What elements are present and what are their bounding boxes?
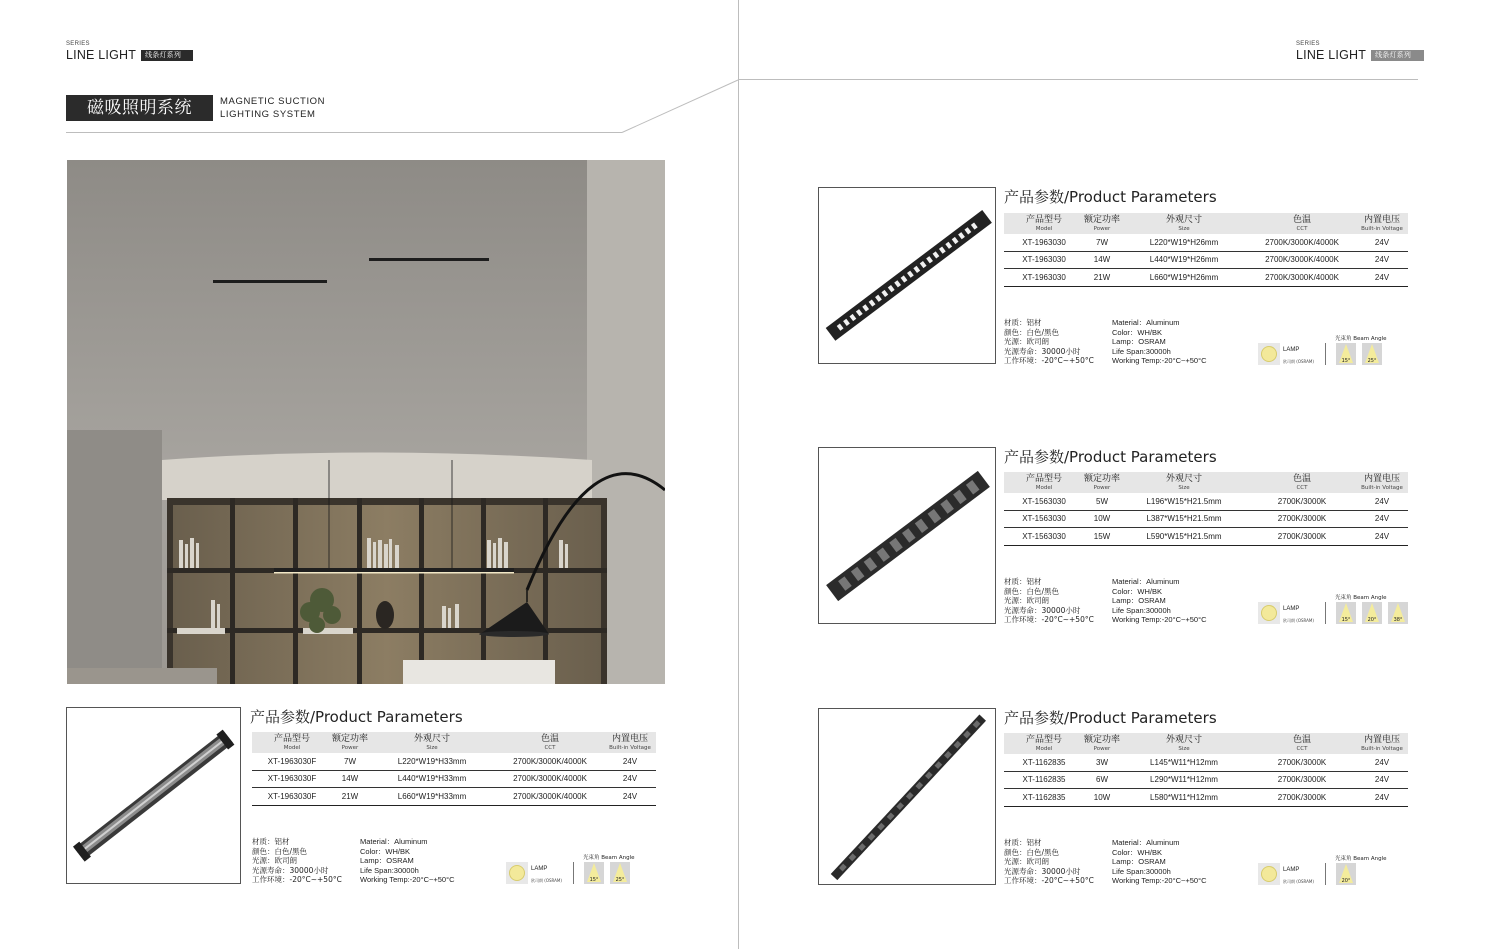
separator <box>1325 343 1326 365</box>
cell-voltage: 24V <box>1374 496 1390 506</box>
spec-color-cn: 颜色：白色/黑色 <box>1004 327 1060 337</box>
header-voltage: 内置电压 Built-in Voltage <box>1361 473 1403 491</box>
spec-color-en: Color：WH/BK <box>1112 586 1163 596</box>
table-row <box>1004 252 1408 270</box>
header-model: 产品型号 Model <box>1025 214 1062 232</box>
cell-voltage: 24V <box>1374 272 1390 282</box>
cell-cct: 2700K/3000K/4000K <box>1265 272 1339 282</box>
lamp-label: LAMP <box>1283 606 1300 612</box>
cell-size: L387*W15*H21.5mm <box>1146 514 1222 524</box>
header-voltage: 内置电压 Built-in Voltage <box>609 733 651 751</box>
cell-power: 21W <box>341 791 359 801</box>
cell-model: XT-1563030 <box>1022 514 1066 524</box>
cell-voltage: 24V <box>1374 792 1390 802</box>
header-cct: 色温 CCT <box>1292 734 1311 752</box>
spec-lamp-cn: 光源：欧司朗 <box>1004 337 1049 347</box>
cell-size: L660*W19*H33mm <box>397 791 467 801</box>
cell-model: XT-1162835 <box>1022 757 1066 767</box>
series-label-right: SERIES <box>1296 41 1320 47</box>
cell-size: L290*W11*H12mm <box>1150 775 1218 785</box>
lamp-label: LAMP <box>1283 347 1300 353</box>
beam-angle-icon: 15° <box>1336 602 1356 624</box>
cell-size: L220*W19*H33mm <box>397 756 467 766</box>
beam-angle-icon: 25° <box>1362 343 1382 365</box>
spec-list-cn <box>1004 838 1094 886</box>
header-size: 外观尺寸 Size <box>1165 473 1202 491</box>
lamp-sublabel: 欧司朗 (OSRAM) <box>531 878 562 883</box>
param-table-2 <box>1004 213 1408 287</box>
cell-model: XT-1162835 <box>1022 792 1066 802</box>
cell-size: L440*W19*H33mm <box>397 774 467 784</box>
cell-cct: 2700K/3000K <box>1277 496 1327 506</box>
cell-model: XT-1963030F <box>267 774 317 784</box>
page-divider <box>738 0 739 949</box>
beam-angle-icon: 25° <box>610 862 630 884</box>
spec-temp-cn: 工作环境：-20°C~+50°C <box>1004 615 1094 625</box>
param-title-4: 产品参数/Product Parameters <box>1004 709 1217 727</box>
product-image-3 <box>818 447 996 624</box>
beam-angle-label: 光束角 Beam Angle <box>583 855 635 861</box>
cell-cct: 2700K/3000K <box>1277 792 1327 802</box>
spec-color-en: Color：WH/BK <box>360 846 411 856</box>
page-title: 磁吸照明系统 <box>66 95 213 121</box>
spec-list-en <box>1112 318 1207 366</box>
cell-power: 3W <box>1096 757 1108 767</box>
spec-list-en <box>360 837 455 885</box>
cell-power: 15W <box>1093 531 1111 541</box>
spec-color-en: Color：WH/BK <box>1112 327 1163 337</box>
spec-lamp-cn: 光源：欧司朗 <box>1004 857 1049 867</box>
cell-model: XT-1563030 <box>1022 531 1066 541</box>
page-subtitle <box>220 95 325 121</box>
cell-size: L440*W19*H26mm <box>1149 255 1219 265</box>
lamp-label: LAMP <box>531 866 548 872</box>
header-power: 额定功率 Power <box>1084 214 1121 232</box>
header-size: 外观尺寸 Size <box>1165 214 1202 232</box>
cell-voltage: 24V <box>1374 775 1390 785</box>
cell-model: XT-1963030 <box>1022 237 1066 247</box>
header-power: 额定功率 Power <box>1084 473 1121 491</box>
cell-voltage: 24V <box>622 756 638 766</box>
spec-material-cn: 材质：铝材 <box>1004 318 1042 327</box>
spec-color-cn: 颜色：白色/黑色 <box>252 846 308 856</box>
cell-model: XT-1162835 <box>1022 775 1066 785</box>
spec-life-cn: 光源寿命：30000小时 <box>1004 346 1081 356</box>
cell-cct: 2700K/3000K/4000K <box>513 756 587 766</box>
cell-power: 6W <box>1096 775 1108 785</box>
spec-list-en <box>1112 838 1207 886</box>
series-name-right <box>1296 48 1424 62</box>
spec-color-en: Color：WH/BK <box>1112 847 1163 857</box>
spec-temp-cn: 工作环境：-20°C~+50°C <box>1004 356 1094 366</box>
series-tag: 线条灯系列 <box>1371 50 1424 61</box>
product-image-1 <box>66 707 241 884</box>
lamp-icon <box>1258 863 1280 885</box>
interior-scene-image <box>67 160 665 684</box>
cell-voltage: 24V <box>1374 237 1390 247</box>
beam-angle-icon: 20° <box>1336 863 1356 885</box>
spec-life-en: Life Span:30000h <box>1112 605 1171 615</box>
table-header <box>1004 213 1408 234</box>
cell-model: XT-1563030 <box>1022 496 1066 506</box>
cell-power: 14W <box>1093 255 1111 265</box>
lamp-icon <box>1258 602 1280 624</box>
cell-voltage: 24V <box>622 774 638 784</box>
spec-life-cn: 光源寿命：30000小时 <box>1004 605 1081 615</box>
beam-angle-icon: 20° <box>1362 602 1382 624</box>
cell-power: 10W <box>1093 792 1111 802</box>
spec-material-en: Material：Aluminum <box>1112 318 1180 327</box>
cell-voltage: 24V <box>1374 255 1390 265</box>
header-size: 外观尺寸 Size <box>1165 734 1202 752</box>
spec-life-cn: 光源寿命：30000小时 <box>1004 866 1081 876</box>
header-size: 外观尺寸 Size <box>413 733 450 751</box>
header-cct: 色温 CCT <box>1292 214 1311 232</box>
param-table-4 <box>1004 733 1408 807</box>
table-header <box>1004 733 1408 754</box>
spec-lamp-en: Lamp：OSRAM <box>1112 857 1166 867</box>
lamp-sublabel: 欧司朗 (OSRAM) <box>1283 879 1314 884</box>
table-row <box>1004 269 1408 287</box>
table-row <box>1004 772 1408 790</box>
cell-size: L660*W19*H26mm <box>1149 272 1219 282</box>
header-model: 产品型号 Model <box>1025 734 1062 752</box>
table-row <box>1004 234 1408 252</box>
table-row <box>252 788 656 806</box>
cell-power: 7W <box>1096 237 1108 247</box>
spec-temp-en: Working Temp:-20°C~+50°C <box>1112 615 1207 625</box>
param-table-1 <box>252 732 656 806</box>
separator <box>1325 602 1326 624</box>
spec-list-cn <box>252 837 342 885</box>
header-voltage: 内置电压 Built-in Voltage <box>1361 214 1403 232</box>
cell-size: L580*W11*H12mm <box>1150 792 1218 802</box>
cell-power: 21W <box>1093 272 1111 282</box>
table-row <box>1004 511 1408 529</box>
table-row <box>1004 528 1408 546</box>
spec-temp-en: Working Temp:-20°C~+50°C <box>1112 356 1207 366</box>
product-image-4 <box>818 708 996 885</box>
cell-power: 10W <box>1093 514 1111 524</box>
cell-cct: 2700K/3000K/4000K <box>513 774 587 784</box>
cell-cct: 2700K/3000K/4000K <box>1265 255 1339 265</box>
spec-life-cn: 光源寿命：30000小时 <box>252 865 329 875</box>
spec-material-en: Material：Aluminum <box>1112 577 1180 586</box>
spec-lamp-cn: 光源：欧司朗 <box>252 856 297 866</box>
cell-model: XT-1963030F <box>267 791 317 801</box>
param-title-1: 产品参数/Product Parameters <box>250 708 463 726</box>
spec-lamp-en: Lamp：OSRAM <box>1112 596 1166 606</box>
cell-size: L590*W15*H21.5mm <box>1146 531 1222 541</box>
cell-model: XT-1963030F <box>267 756 317 766</box>
param-title-3: 产品参数/Product Parameters <box>1004 448 1217 466</box>
table-row <box>1004 493 1408 511</box>
series-title: LINE LIGHT <box>1296 48 1367 62</box>
cell-power: 14W <box>341 774 359 784</box>
series-title: LINE LIGHT <box>66 48 137 62</box>
lamp-label: LAMP <box>1283 867 1300 873</box>
cell-cct: 2700K/3000K <box>1277 531 1327 541</box>
table-header <box>1004 472 1408 493</box>
header-model: 产品型号 Model <box>273 733 310 751</box>
header-model: 产品型号 Model <box>1025 473 1062 491</box>
series-label-left: SERIES <box>66 41 90 47</box>
cell-power: 5W <box>1096 496 1108 506</box>
spec-temp-en: Working Temp:-20°C~+50°C <box>1112 876 1207 886</box>
header-voltage: 内置电压 Built-in Voltage <box>1361 734 1403 752</box>
beam-angle-icon: 15° <box>584 862 604 884</box>
beam-angle-label: 光束角 Beam Angle <box>1335 336 1387 342</box>
lamp-sublabel: 欧司朗 (OSRAM) <box>1283 618 1314 623</box>
cell-size: L220*W19*H26mm <box>1149 237 1219 247</box>
table-row <box>252 771 656 789</box>
spec-material-cn: 材质：铝材 <box>252 837 290 846</box>
cell-size: L145*W11*H12mm <box>1150 757 1218 767</box>
beam-angle-icon: 15° <box>1336 343 1356 365</box>
table-row <box>1004 754 1408 772</box>
separator <box>573 862 574 884</box>
beam-angle-label: 光束角 Beam Angle <box>1335 856 1387 862</box>
spec-color-cn: 颜色：白色/黑色 <box>1004 586 1060 596</box>
subtitle-line-2: LIGHTING SYSTEM <box>220 109 316 120</box>
spec-temp-en: Working Temp:-20°C~+50°C <box>360 875 455 885</box>
separator <box>1325 863 1326 885</box>
header-power: 额定功率 Power <box>1084 734 1121 752</box>
cell-size: L196*W15*H21.5mm <box>1146 496 1222 506</box>
param-title-2: 产品参数/Product Parameters <box>1004 188 1217 206</box>
param-table-3 <box>1004 472 1408 546</box>
spec-temp-cn: 工作环境：-20°C~+50°C <box>1004 876 1094 886</box>
lamp-sublabel: 欧司朗 (OSRAM) <box>1283 359 1314 364</box>
spec-material-cn: 材质：铝材 <box>1004 577 1042 586</box>
product-image-2 <box>818 187 996 364</box>
spec-material-en: Material：Aluminum <box>1112 838 1180 847</box>
cell-cct: 2700K/3000K/4000K <box>513 791 587 801</box>
header-power: 额定功率 Power <box>332 733 369 751</box>
spec-life-en: Life Span:30000h <box>1112 346 1171 356</box>
cell-cct: 2700K/3000K <box>1277 757 1327 767</box>
spec-list-cn <box>1004 577 1094 625</box>
cell-cct: 2700K/3000K/4000K <box>1265 237 1339 247</box>
cell-voltage: 24V <box>622 791 638 801</box>
spec-material-en: Material：Aluminum <box>360 837 428 846</box>
spec-list-en <box>1112 577 1207 625</box>
subtitle-line-1: MAGNETIC SUCTION <box>220 96 326 107</box>
lamp-icon <box>1258 343 1280 365</box>
cell-model: XT-1963030 <box>1022 255 1066 265</box>
spec-life-en: Life Span:30000h <box>1112 866 1171 876</box>
beam-angle-icon: 38° <box>1388 602 1408 624</box>
header-cct: 色温 CCT <box>540 733 559 751</box>
cell-voltage: 24V <box>1374 757 1390 767</box>
spec-lamp-cn: 光源：欧司朗 <box>1004 596 1049 606</box>
header-cct: 色温 CCT <box>1292 473 1311 491</box>
cell-cct: 2700K/3000K <box>1277 514 1327 524</box>
table-row <box>252 753 656 771</box>
cell-voltage: 24V <box>1374 531 1390 541</box>
table-row <box>1004 789 1408 807</box>
series-tag: 线条灯系列 <box>141 50 193 61</box>
cell-power: 7W <box>344 756 356 766</box>
spec-life-en: Life Span:30000h <box>360 865 419 875</box>
table-header <box>252 732 656 753</box>
lamp-icon <box>506 862 528 884</box>
spec-material-cn: 材质：铝材 <box>1004 838 1042 847</box>
spec-color-cn: 颜色：白色/黑色 <box>1004 847 1060 857</box>
spec-temp-cn: 工作环境：-20°C~+50°C <box>252 875 342 885</box>
spec-lamp-en: Lamp：OSRAM <box>1112 337 1166 347</box>
cell-voltage: 24V <box>1374 514 1390 524</box>
spec-list-cn <box>1004 318 1094 366</box>
cell-model: XT-1963030 <box>1022 272 1066 282</box>
beam-angle-label: 光束角 Beam Angle <box>1335 595 1387 601</box>
spec-lamp-en: Lamp：OSRAM <box>360 856 414 866</box>
cell-cct: 2700K/3000K <box>1277 775 1327 785</box>
